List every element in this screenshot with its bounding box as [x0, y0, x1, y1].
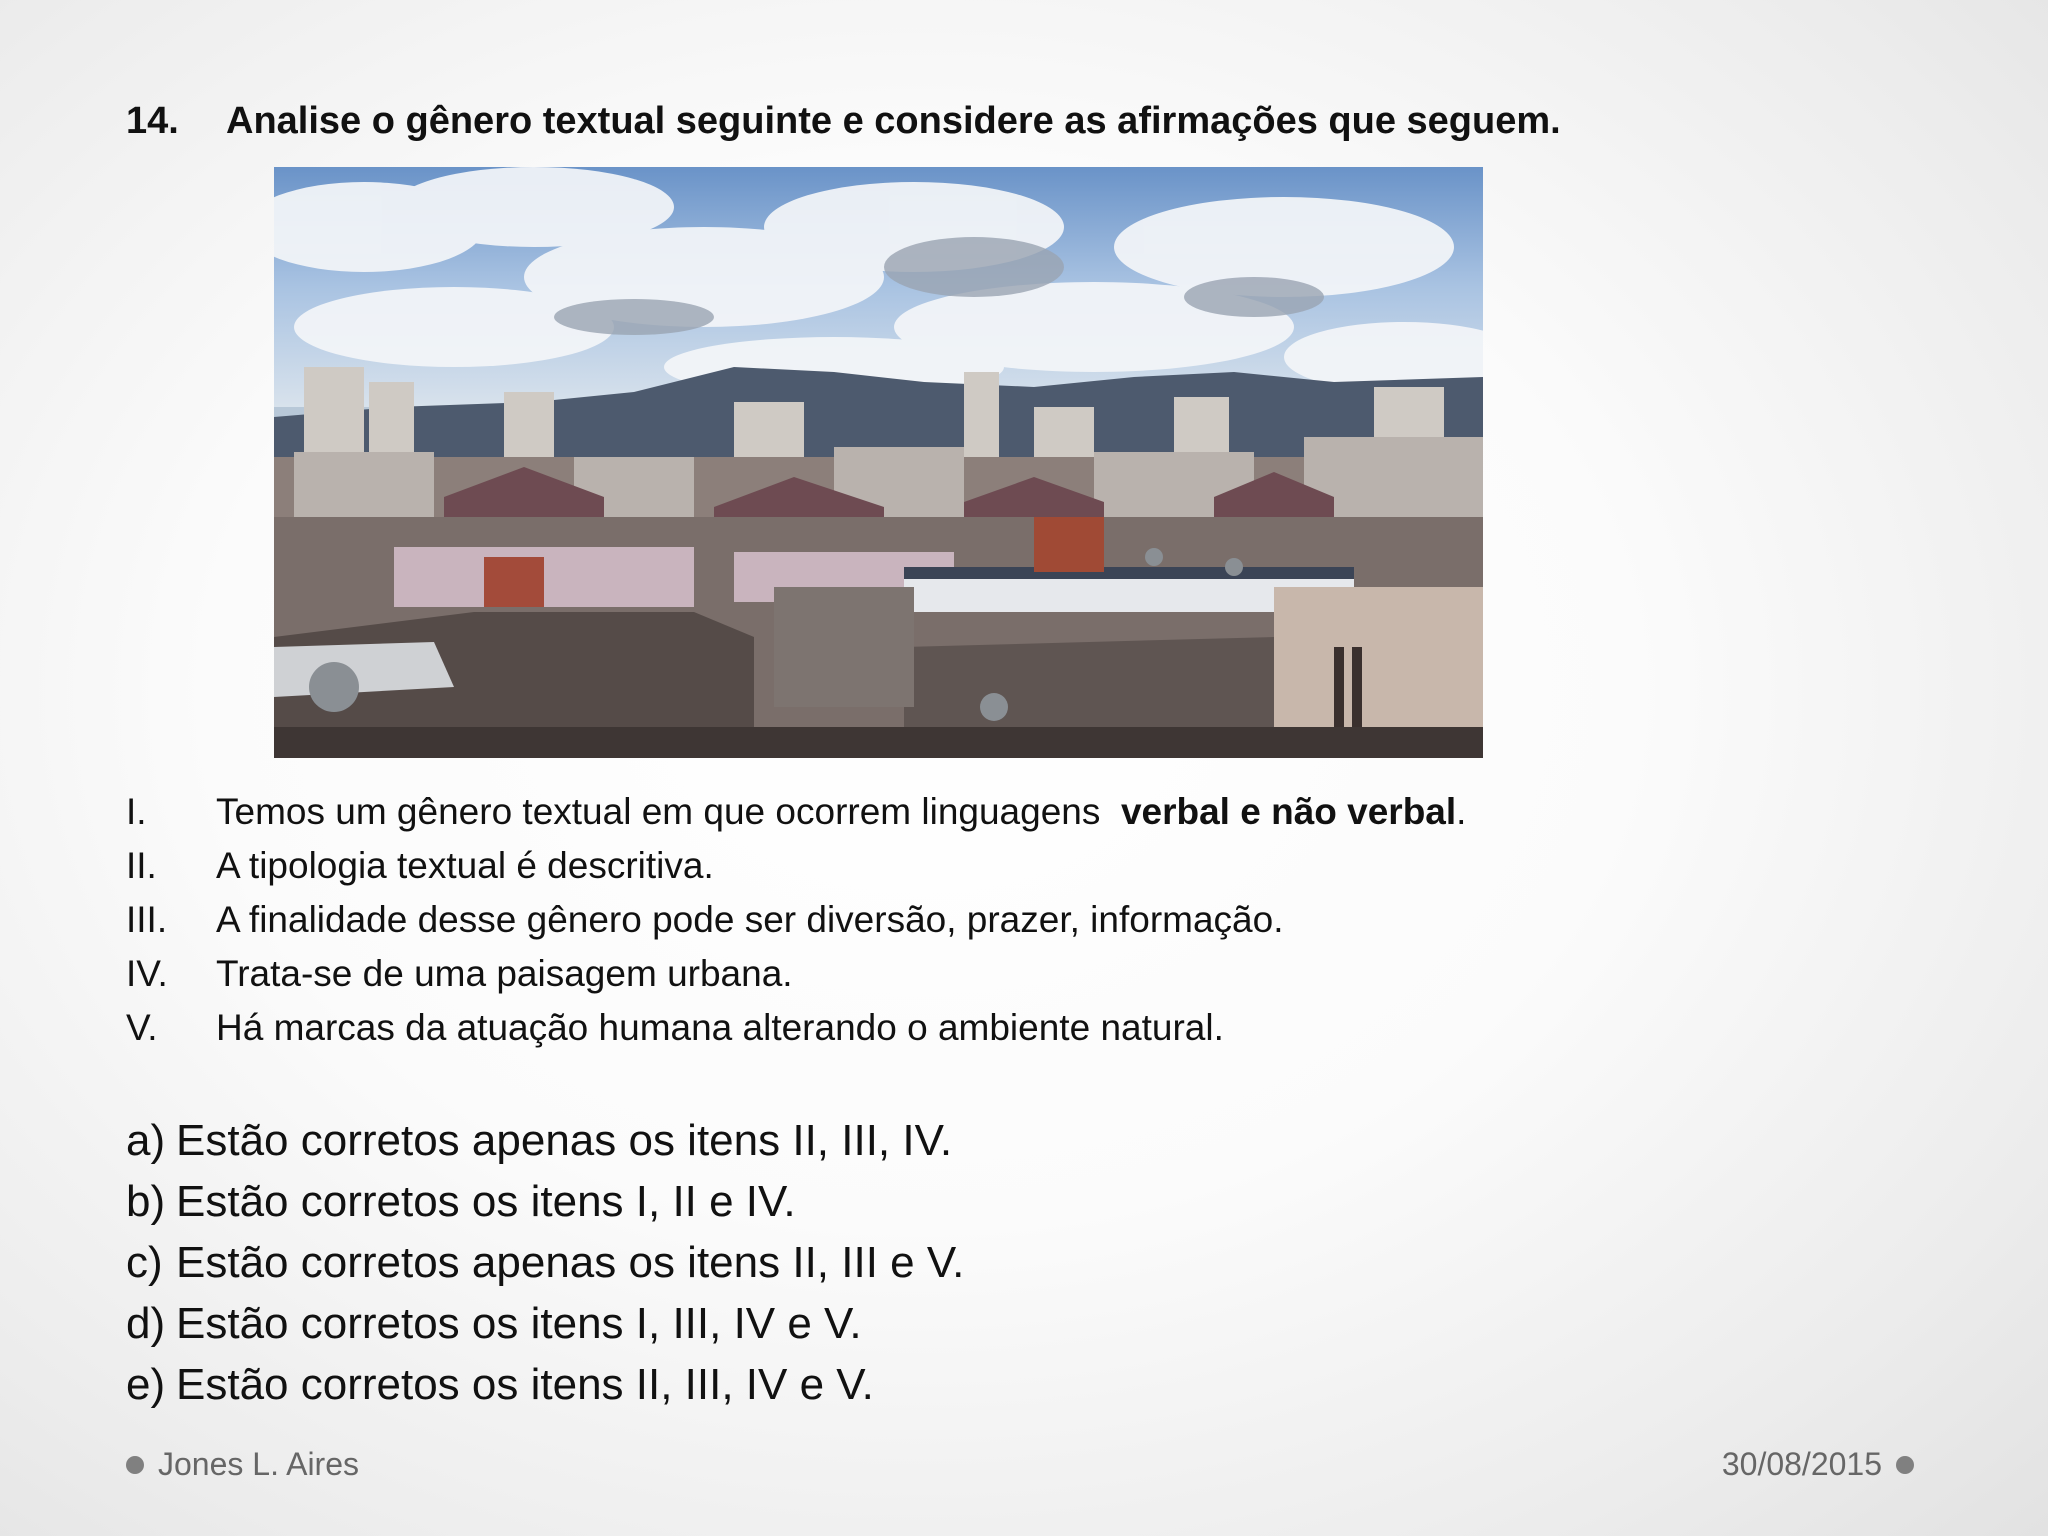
- statement-text: Trata-se de uma paisagem urbana.: [216, 953, 793, 994]
- option-letter: c): [126, 1238, 163, 1287]
- statement-tail: .: [1456, 791, 1467, 832]
- option-a: [126, 1110, 964, 1171]
- option-letter: b): [126, 1177, 166, 1226]
- option-e: [126, 1354, 964, 1415]
- statement-roman: I.: [126, 791, 147, 832]
- author-name: Jones L. Aires: [158, 1446, 359, 1482]
- option-b: [126, 1171, 964, 1232]
- statement-ii: [126, 839, 1466, 893]
- statement-roman: V.: [126, 1007, 158, 1048]
- bullet-dot-icon: [126, 1456, 144, 1474]
- question-number: 14.: [126, 100, 179, 142]
- answer-options: [126, 1110, 964, 1415]
- option-text: Estão corretos apenas os itens II, III, IV.: [176, 1116, 953, 1165]
- footer-date: [1722, 1446, 1914, 1483]
- statement-bold-text: verbal e não verbal: [1120, 791, 1457, 832]
- city-landscape-illustration: [274, 167, 1483, 758]
- statement-i: [126, 785, 1466, 839]
- statement-text: A tipologia textual é descritiva.: [216, 845, 714, 886]
- statement-text: A finalidade desse gênero pode ser diversão, prazer, informação.: [216, 899, 1284, 940]
- statement-v: [126, 1001, 1466, 1055]
- statement-text: Temos um gênero textual em que ocorrem linguagens: [216, 791, 1111, 832]
- statement-iii: [126, 893, 1466, 947]
- option-text: Estão corretos apenas os itens II, III e V.: [176, 1238, 965, 1287]
- option-letter: a): [126, 1116, 166, 1165]
- option-c: [126, 1232, 964, 1293]
- option-text: Estão corretos os itens I, II e IV.: [176, 1177, 796, 1226]
- option-text: Estão corretos os itens I, III, IV e V.: [176, 1299, 862, 1348]
- option-letter: d): [126, 1299, 166, 1348]
- statement-roman: II.: [126, 845, 157, 886]
- date-text: 30/08/2015: [1721, 1446, 1882, 1482]
- option-letter: e): [126, 1360, 166, 1409]
- option-d: [126, 1293, 964, 1354]
- statements-list: [126, 785, 1466, 1055]
- bullet-dot-icon: [1896, 1456, 1914, 1474]
- question-text: Analise o gênero textual seguinte e considere as afirmações que seguem.: [226, 100, 1561, 142]
- footer-author: [126, 1446, 359, 1483]
- option-text: Estão corretos os itens II, III, IV e V.: [176, 1360, 874, 1409]
- statement-roman: IV.: [126, 953, 168, 994]
- statement-iv: [126, 947, 1466, 1001]
- question-title: [126, 100, 1561, 143]
- statement-text: Há marcas da atuação humana alterando o ambiente natural.: [216, 1007, 1224, 1048]
- statement-roman: III.: [126, 899, 168, 940]
- city-landscape-photo: [274, 167, 1483, 758]
